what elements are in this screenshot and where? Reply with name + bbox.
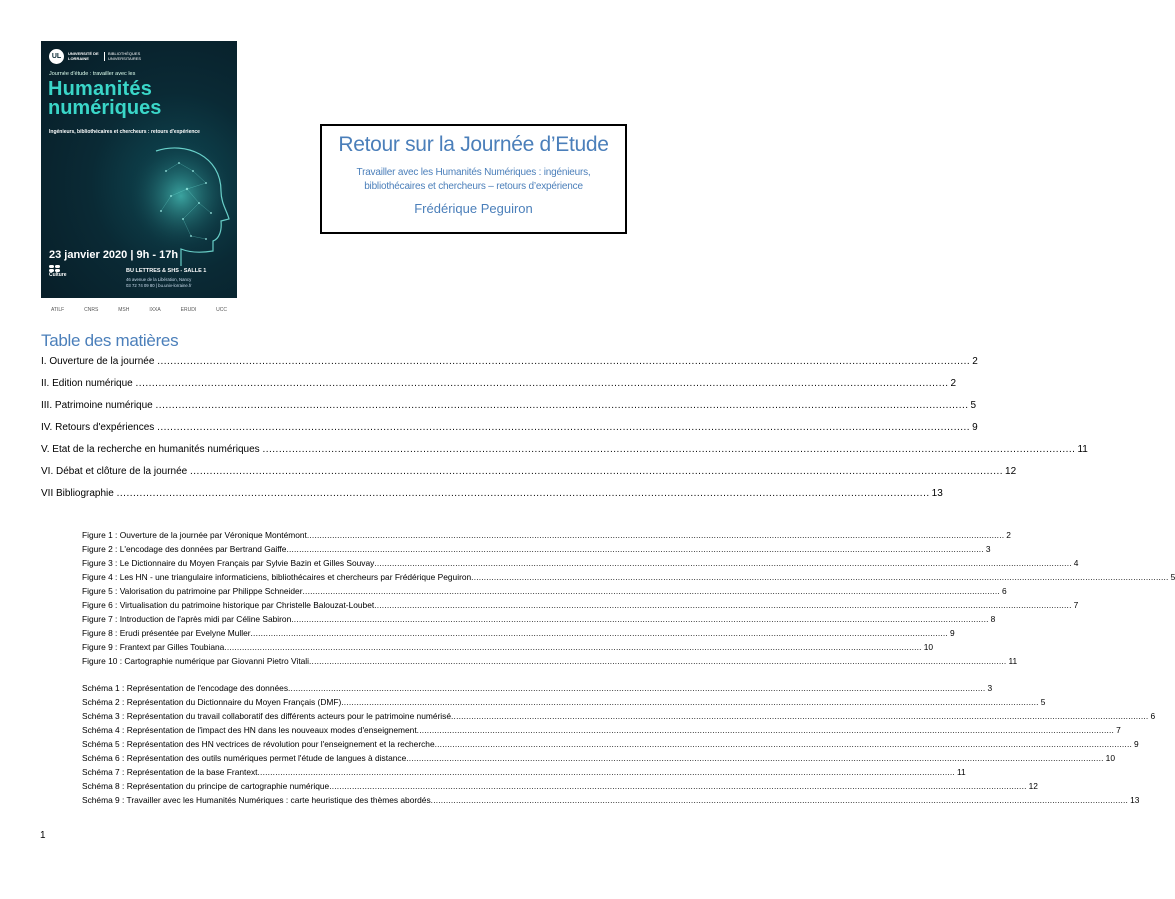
leader-dots [307, 530, 1004, 540]
partner-logo: UCC [216, 307, 228, 313]
poster-address: 46 avenue de la Libération, Nancy [126, 277, 192, 282]
entry-label: Figure 6 : Virtualisation du patrimoine historique par Christelle Balouzat-Loubet [82, 600, 375, 610]
toc-entry-label: Edition numérique [49, 378, 136, 389]
toc-entry[interactable] [41, 400, 977, 414]
leader-dots [417, 725, 1114, 735]
toc-leader-dots [117, 488, 930, 499]
leader-dots [303, 586, 1000, 596]
entry-label: Schéma 2 : Représentation du Dictionnaire du Moyen Français (DMF) [82, 697, 342, 707]
leader-dots [258, 767, 955, 777]
partner-logo: MSH [118, 307, 130, 313]
entry-page: 7 [1116, 725, 1121, 735]
entry-page: 7 [1073, 600, 1079, 610]
toc-entry-label: Etat de la recherche en humanités numériques [49, 444, 263, 455]
entry-label: Figure 2 : L'encodage des données par Bertrand Gaiffe [82, 544, 287, 554]
entry-page: 9 [949, 628, 955, 638]
toc-entry[interactable] [41, 466, 1017, 480]
leader-dots [329, 781, 1026, 791]
leader-dots [341, 697, 1038, 707]
entry-label: Figure 5 : Valorisation du patrimoine par Philippe Schneider [82, 586, 303, 596]
figure-entry[interactable] [82, 544, 991, 556]
poster-venue: BU LETTRES & SHS - SALLE 1 [126, 268, 207, 274]
figure-entry[interactable] [82, 558, 1079, 570]
toc-leader-dots [156, 400, 969, 411]
entry-label: Figure 1 : Ouverture de la journée par Véronique Montémont [82, 530, 307, 540]
poster-address-block [126, 277, 192, 288]
leader-dots [451, 711, 1148, 721]
document-author: Frédérique Peguiron [414, 201, 533, 216]
toc-entry-number: VI. [41, 466, 54, 477]
poster-journee: Journée d'étude : travailler avec les [49, 71, 136, 77]
entry-page: 6 [1001, 586, 1007, 596]
toc-entry-page: 11 [1077, 444, 1088, 455]
entry-page: 8 [990, 614, 996, 624]
toc-heading: Table des matières [41, 331, 179, 350]
entry-label: Figure 10 : Cartographie numérique par Giovanni Pietro Vitali [82, 656, 310, 666]
document-title-box [320, 124, 627, 234]
figure-entry[interactable] [82, 530, 1011, 542]
figure-entry[interactable] [82, 656, 1018, 668]
entry-label: Schéma 3 : Représentation du travail collaboratif des différents acteurs pour le patrimoine numérisé [82, 711, 452, 721]
entry-page: 9 [1134, 739, 1139, 749]
partner-logo: CNRS [84, 307, 99, 313]
entry-page: 10 [1105, 753, 1115, 763]
leader-dots [251, 628, 948, 638]
toc-entry-page: 2 [972, 356, 978, 367]
schema-entry[interactable] [82, 753, 1115, 765]
figure-entry[interactable] [82, 600, 1079, 612]
toc-entry-label: Débat et clôture de la journée [53, 466, 190, 477]
figure-entry[interactable] [82, 642, 934, 654]
toc-entry[interactable] [41, 444, 1088, 458]
poster-logo-row [49, 49, 148, 64]
entry-label: Schéma 7 : Représentation de la base Frantext [82, 767, 258, 777]
toc-entry[interactable] [41, 378, 957, 392]
leader-dots [288, 683, 985, 693]
toc-entry-page: 13 [931, 488, 943, 499]
poster-contact: 03 72 74 09 80 | bu.univ-lorraine.fr [126, 282, 192, 288]
entry-label: Schéma 5 : Représentation des HN vectrices de révolution pour l'enseignement et la recherche [82, 739, 435, 749]
schema-entry[interactable] [82, 739, 1139, 751]
entry-label: Figure 3 : Le Dictionnaire du Moyen Français par Sylvie Bazin et Gilles Souvay [82, 558, 375, 568]
schema-entry[interactable] [82, 725, 1121, 737]
leader-dots [374, 600, 1071, 610]
toc-entry-page: 2 [950, 378, 957, 389]
toc-entry-label: Ouverture de la journée [46, 356, 158, 367]
toc-entry[interactable] [41, 422, 978, 436]
toc-leader-dots [190, 466, 1003, 477]
partner-logo: ERUDI [180, 307, 197, 313]
toc-entry-number: IV. [41, 422, 53, 433]
leader-dots [309, 656, 1006, 666]
schema-entry[interactable] [82, 781, 1038, 793]
figure-entry[interactable] [82, 614, 996, 626]
figure-entry[interactable] [82, 572, 1175, 584]
entry-label: Figure 4 : Les HN - une triangulaire informaticiens, bibliothécaires et chercheurs par Frédérique Peguiron [82, 572, 472, 582]
entry-label: Schéma 1 : Représentation de l'encodage des données [82, 683, 289, 693]
leader-dots [471, 572, 1168, 582]
entry-page: 3 [987, 683, 993, 693]
entry-page: 13 [1130, 795, 1140, 805]
toc-entry-label: Retours d'expériences [52, 422, 158, 433]
leader-dots [286, 544, 983, 554]
poster-bu-name: BIBLIOTHÈQUES UNIVERSITAIRES [104, 52, 148, 61]
entry-page: 2 [1006, 530, 1011, 540]
entry-page: 5 [1040, 697, 1046, 707]
document-title: Retour sur la Journée d’Etude [338, 133, 609, 156]
entry-page: 6 [1150, 711, 1156, 721]
toc-entry-label: Bibliographie [53, 488, 117, 499]
toc-leader-dots [157, 356, 970, 367]
toc-entry[interactable] [41, 488, 943, 502]
entry-page: 4 [1073, 558, 1079, 568]
entry-page: 5 [1170, 572, 1175, 582]
toc-entry-page: 9 [972, 422, 978, 433]
toc-entry-number: I. [41, 356, 47, 367]
toc-entry-number: II. [41, 378, 50, 389]
leader-dots [374, 558, 1071, 568]
toc-leader-dots [136, 378, 949, 389]
partner-logo: ATILF [50, 307, 65, 313]
toc-leader-dots [157, 422, 970, 433]
poster-subtitle: Ingénieurs, bibliothécaires et chercheurs : retours d'expérience [49, 129, 200, 135]
toc-leader-dots [262, 444, 1075, 455]
toc-entry-number: V. [41, 444, 50, 455]
schema-entry[interactable] [82, 697, 1046, 709]
entry-label: Figure 9 : Frantext par Gilles Toubiana [82, 642, 225, 652]
toc-entry-number: III. [41, 400, 53, 411]
entry-label: Schéma 6 : Représentation des outils numériques permet l'étude de langues à distance [82, 753, 407, 763]
entry-page: 3 [985, 544, 991, 554]
figure-entry[interactable] [82, 628, 955, 640]
entry-label: Schéma 9 : Travailler avec les Humanités Numériques : carte heuristique des thèmes abordés [82, 795, 431, 805]
event-poster-image [41, 41, 237, 313]
leader-dots [431, 795, 1128, 805]
figure-entry[interactable] [82, 586, 1007, 598]
poster-date: 23 janvier 2020 | 9h - 17h [49, 249, 179, 261]
toc-entry-page: 5 [970, 400, 977, 411]
toc-entry[interactable] [41, 356, 978, 370]
document-subtitle: Travailler avec les Humanités Numériques : ingénieurs, bibliothécaires et chercheurs – retours d’expérience [356, 167, 591, 192]
partner-logo: IXXA [149, 307, 161, 313]
schema-entry[interactable] [82, 711, 1156, 723]
toc-entry-page: 12 [1005, 466, 1017, 477]
entry-page: 11 [1008, 656, 1018, 666]
leader-dots [291, 614, 988, 624]
university-logo-icon: UL [49, 49, 64, 64]
poster-headline-2: numériques [48, 97, 162, 119]
entry-page: 12 [1028, 781, 1038, 791]
schema-entry[interactable] [82, 767, 966, 779]
leader-dots [406, 753, 1103, 763]
entry-label: Figure 8 : Erudi présentée par Evelyne Muller [82, 628, 251, 638]
leader-dots [224, 642, 921, 652]
entry-label: Schéma 4 : Représentation de l'impact des HN dans les nouveaux modes d'enseignement [82, 725, 417, 735]
toc-entry-number: VII [41, 488, 54, 499]
entry-page: 11 [956, 767, 966, 777]
entry-label: Figure 7 : Introduction de l'après midi par Céline Sabiron [82, 614, 292, 624]
page-number: 1 [40, 830, 46, 841]
digital-face-illustration-icon [121, 141, 241, 266]
entry-page: 10 [923, 642, 934, 652]
poster-culture: Culture [49, 272, 67, 278]
culture-logo-icon [49, 265, 60, 272]
toc-entry-label: Patrimoine numérique [52, 400, 156, 411]
poster-university-name: UNIVERSITÉ DE LORRAINE [68, 51, 99, 61]
schema-entry[interactable] [82, 795, 1140, 807]
poster-headline-1: Humanités [48, 78, 153, 100]
leader-dots [435, 739, 1132, 749]
poster-partner-logos [41, 298, 237, 322]
schema-entry[interactable] [82, 683, 993, 695]
entry-label: Schéma 8 : Représentation du principe de cartographie numérique [82, 781, 330, 791]
